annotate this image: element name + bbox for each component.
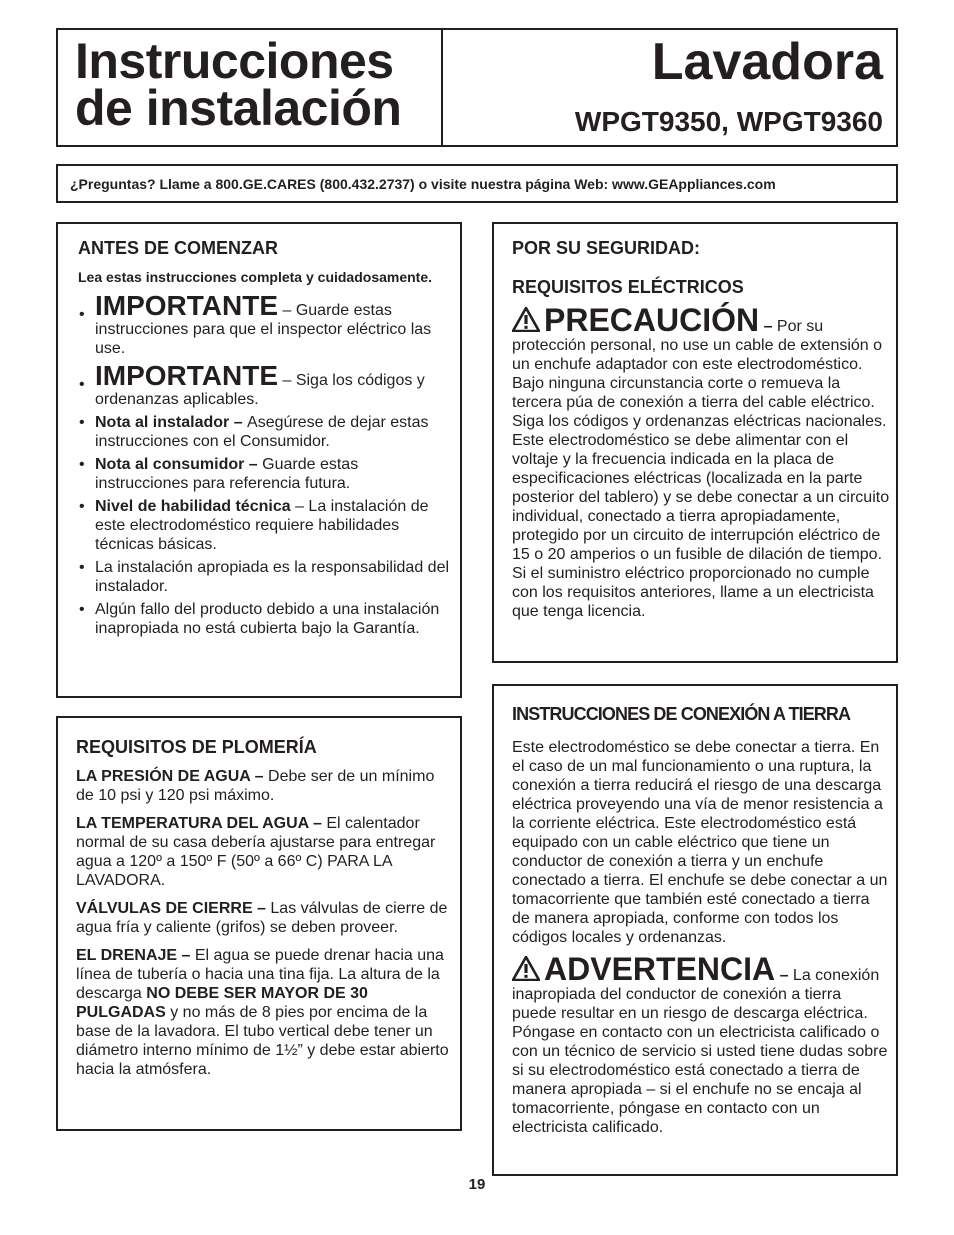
section-heading: ANTES DE COMENZAR xyxy=(78,238,279,258)
bullet-icon: • xyxy=(79,559,85,576)
item-label: Nivel de habilidad técnica xyxy=(95,498,291,515)
item-text: – La instalación de este electrodoméstico requiere habilidades técnicas básicas. xyxy=(95,498,429,553)
warning-text: La conexión inapropiada del conductor de conexión a tierra puede resultar en un riesgo de descarga eléctrica. Póngase en contacto con un electricista calificado o con un técnico de servicio si usted tiene dudas sobre si su electrodoméstico está conectado a tierra de manera apropiada – si el enchufe no se encaja al tomacorriente, póngase en contacto con un electricista calificado. xyxy=(512,967,888,1136)
page-number: 19 xyxy=(468,1176,486,1193)
plumbing-requirements-section xyxy=(56,716,462,1131)
paragraph-text: El agua se puede drenar hacia una línea de tubería o hacia una tina fija. La altura de la descarga xyxy=(76,947,444,1002)
caution-paragraph xyxy=(512,304,890,621)
section-heading: INSTRUCCIONES DE CONEXIÓN A TIERRA xyxy=(512,704,851,724)
warning-dash: – xyxy=(775,967,793,984)
section-subheading: REQUISITOS ELÉCTRICOS xyxy=(512,277,744,297)
item-text: Algún fallo del producto debido a una instalación inapropiada no está cubierta bajo la Garantía. xyxy=(95,601,440,637)
bullet-icon: • xyxy=(79,601,85,618)
bullet-icon: • xyxy=(79,376,85,393)
warning-label: ADVERTENCIA xyxy=(544,951,776,987)
drain-paragraph xyxy=(76,946,454,1079)
list-item xyxy=(78,292,454,358)
before-you-begin-section xyxy=(56,222,462,698)
paragraph-label: EL DRENAJE – xyxy=(76,947,195,964)
header-box xyxy=(56,28,898,147)
paragraph-text: El calentador normal de su casa debería ajustarse para entregar agua a 120º a 150º F (50º a 66º C) PARA LA LAVADORA. xyxy=(76,815,436,889)
title-line-1: Instrucciones xyxy=(75,33,394,89)
caution-label: PRECAUCIÓN xyxy=(544,302,760,338)
bullet-icon: • xyxy=(79,498,85,515)
paragraph-text: Debe ser de un mínimo de 10 psi y 120 psi máximo. xyxy=(76,768,435,804)
lead-text: Lea estas instrucciones completa y cuidadosamente. xyxy=(78,269,433,285)
paragraph-text: Las válvulas de cierre de agua fría y caliente (grifos) se deben proveer. xyxy=(76,900,448,936)
questions-text: ¿Preguntas? Llame a 800.GE.CARES (800.432.2737) o visite nuestra página Web: www.GEAppliances.com xyxy=(70,176,776,192)
paragraph-label: LA PRESIÓN DE AGUA – xyxy=(76,768,269,785)
bullet-icon: • xyxy=(79,456,85,473)
list-item xyxy=(78,455,454,493)
section-heading: REQUISITOS DE PLOMERÍA xyxy=(76,737,317,757)
header-divider xyxy=(441,30,443,145)
document-title xyxy=(75,33,402,136)
list-item xyxy=(78,362,454,409)
warning-paragraph xyxy=(512,953,890,1137)
bullet-icon: • xyxy=(79,306,85,323)
list-item xyxy=(78,558,454,596)
grounding-instructions-section xyxy=(492,684,898,1176)
item-text: – Siga los códigos y ordenanzas aplicables. xyxy=(95,372,425,408)
item-label: Nota al consumidor – xyxy=(95,456,263,473)
warning-triangle-icon xyxy=(512,956,540,981)
caution-text: Por su protección personal, no use un cable de extensión o un enchufe adaptador con este electrodoméstico. Bajo ninguna circunstancia corte o remueva la tercera púa de conexión a tierra del cable eléctrico. Siga los códigos y ordenanzas eléctricas nacionales. Este electrodoméstico se debe alimentar con el voltaje y la frecuencia indicada en la placa de especificaciones eléctricas (localizada en la parte posterior del tablero) y se debe conectar a un circuito individual, conectado a tierra apropiadamente, protegido por un circuito de interrupción eléctrico de 15 o 20 amperios o un fusible de dilación de tiempo. Si el suministro eléctrico proporcionado no cumple con los requisitos anteriores, llame a un electricista que tenga licencia. xyxy=(512,318,890,620)
paragraph-text: y no más de 8 pies por encima de la base de la lavadora. El tubo vertical debe tener un diámetro interno mínimo de 1½” y debe estar abierto hacia la atmósfera. xyxy=(76,1004,449,1078)
item-text: – Guarde estas instrucciones para que el inspector eléctrico las use. xyxy=(95,302,432,357)
important-label: IMPORTANTE xyxy=(95,290,279,321)
bullet-list xyxy=(78,292,454,638)
water-pressure-paragraph xyxy=(76,767,454,805)
questions-bar xyxy=(56,164,898,203)
grounding-paragraph: Este electrodoméstico se debe conectar a tierra. En el caso de un mal funcionamiento o una ruptura, la conexión a tierra reducirá el riesgo de una descarga eléctrica proveyendo una vía de menor resistencia a la corriente eléctrica. Este electrodoméstico está equipado con un cable eléctrico que tiene un conductor de conexión a tierra y un enchufe conectado a tierra. El enchufe se debe conectar a un tomacorriente que también esté conectado a tierra de manera apropiada, conforme con todos los códigos locales y ordenanzas. xyxy=(512,739,888,946)
list-item xyxy=(78,413,454,451)
paragraph-label: LA TEMPERATURA DEL AGUA – xyxy=(76,815,327,832)
item-text: Guarde estas instrucciones para referencia futura. xyxy=(95,456,359,492)
item-label: Nota al instalador – xyxy=(95,414,248,431)
list-item xyxy=(78,497,454,554)
bullet-icon: • xyxy=(79,414,85,431)
paragraph-emphasis: NO DEBE SER MAYOR DE 30 PULGADAS xyxy=(76,985,368,1021)
water-temperature-paragraph xyxy=(76,814,454,890)
item-text: La instalación apropiada es la responsabilidad del instalador. xyxy=(95,559,450,595)
caution-dash: – xyxy=(759,318,777,335)
warning-triangle-icon xyxy=(512,307,540,332)
title-line-2: de instalación xyxy=(75,80,402,136)
model-numbers: WPGT9350, WPGT9360 xyxy=(574,106,883,137)
section-heading: POR SU SEGURIDAD: xyxy=(512,238,701,258)
shutoff-valves-paragraph xyxy=(76,899,454,937)
product-title: Lavadora xyxy=(651,33,883,91)
list-item xyxy=(78,600,454,638)
paragraph-label: VÁLVULAS DE CIERRE – xyxy=(76,900,271,917)
item-text: Asegúrese de dejar estas instrucciones con el Consumidor. xyxy=(95,414,429,450)
important-label: IMPORTANTE xyxy=(95,360,279,391)
safety-electrical-section xyxy=(492,222,898,663)
